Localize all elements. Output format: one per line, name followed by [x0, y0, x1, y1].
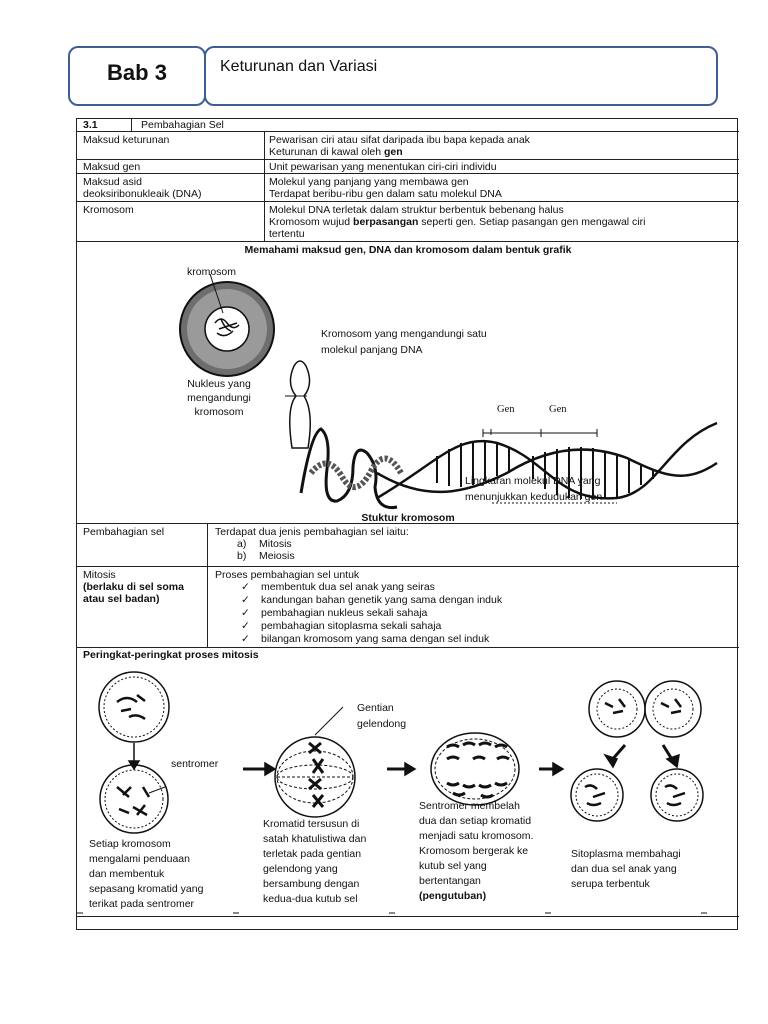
stage2-text: Kromatid tersusun di satah khatulistiwa dan terletak pada gentian gelendong yang bersambung dengan kedua-dua kutub sel — [263, 818, 367, 905]
dna-line1: Molekul yang panjang yang membawa gen — [269, 176, 469, 188]
divider — [207, 523, 208, 647]
figure1-heading: Memahami maksud gen, DNA dan kromosom dalam bentuk grafik — [244, 244, 572, 256]
label-gentian: Gentian gelendong — [357, 702, 407, 730]
label-dna-ring: Lingkaran molekul DNA yang menunjukkan kedudukan gen — [465, 475, 603, 503]
cell-anaphase-icon — [431, 733, 519, 805]
stage4-text: Sitoplasma membahagi dan dua sel anak yang serupa terbentuk — [571, 848, 681, 890]
gen-line1: Unit pewarisan yang menentukan ciri-ciri individu — [269, 161, 497, 173]
label-nukleus: Nukleus yang mengandungi kromosom — [187, 378, 251, 418]
mitosis-intro: Proses pembahagian sel untuk — [215, 569, 360, 581]
divider — [77, 566, 739, 567]
row-label-dna-2: deoksiribonukleaik (DNA) — [83, 188, 202, 200]
cell-metaphase-icon — [275, 707, 355, 817]
mitosis-note-1: (berlaku di sel soma — [83, 581, 184, 593]
row-label-dna-1: Maksud asid — [83, 176, 142, 188]
label-gen-1: Gen — [497, 404, 515, 415]
divider — [77, 173, 739, 174]
chapter-title-box — [204, 46, 718, 106]
cell-interphase-icon — [99, 672, 169, 742]
mitosis-point: ✓ bilangan kromosom yang sama dengan sel induk — [241, 633, 490, 645]
cell-icon — [180, 274, 274, 376]
stages-heading: Peringkat-peringkat proses mitosis — [83, 649, 259, 661]
stage3-text: Sentromer membelah dua dan setiap kromatid menjadi satu kromosom. Kromosom bergerak ke kutub sel yang bertentangan (pengutuban) — [419, 800, 534, 902]
notes-table — [76, 118, 738, 930]
chapter-box — [68, 46, 206, 106]
label-kromosom: kromosom — [187, 266, 237, 278]
keturunan-line2: Keturunan di kawal oleh gen — [269, 146, 403, 158]
pembahagian-item: a) Mitosis — [237, 538, 292, 550]
stage1-text: Setiap kromosom mengalami penduaan dan membentuk sepasang kromatid yang terikat pada sentromer — [89, 838, 204, 910]
chromosome-icon — [285, 361, 310, 448]
keturunan-line1: Pewarisan ciri atau sifat daripada ibu bapa kepada anak — [269, 134, 530, 146]
row-label-gen: Maksud gen — [83, 161, 141, 173]
row-label-mitosis: Mitosis — [83, 569, 116, 581]
divider — [77, 159, 739, 160]
pembahagian-intro: Terdapat dua jenis pembahagian sel iaitu: — [215, 526, 409, 538]
cell-prophase-icon — [100, 765, 168, 833]
divider — [77, 201, 739, 202]
kromosom-line1: Molekul DNA terletak dalam struktur berbentuk bebenang halus — [269, 204, 564, 216]
row-label-pembahagian: Pembahagian sel — [83, 526, 165, 538]
section-number: 3.1 — [83, 119, 98, 131]
cell-telophase-icon — [589, 681, 701, 737]
daughter-cell-icon — [651, 769, 703, 821]
mitosis-point: ✓ membentuk dua sel anak yang seiras — [241, 581, 435, 593]
divider — [77, 241, 739, 242]
kromosom-line3: tertentu — [269, 228, 305, 240]
label-gen-2: Gen — [549, 404, 567, 415]
divider — [264, 131, 265, 241]
figure1-caption: Stuktur kromosom — [361, 512, 455, 524]
mitosis-point: ✓ pembahagian nukleus sekali sahaja — [241, 607, 428, 619]
mitosis-point: ✓ kandungan bahan genetik yang sama dengan induk — [241, 594, 503, 606]
label-dna-chromosome: Kromosom yang mengandungi satu molekul panjang DNA — [321, 328, 487, 356]
chapter-label: Bab 3 — [107, 60, 167, 85]
divider — [77, 131, 739, 132]
section-title: Pembahagian Sel — [141, 119, 224, 131]
dna-helix-icon — [301, 423, 717, 523]
pembahagian-item: b) Meiosis — [237, 550, 295, 562]
mitosis-note-2: atau sel badan) — [83, 593, 160, 605]
daughter-cell-icon — [571, 769, 623, 821]
row-label-keturunan: Maksud keturunan — [83, 134, 170, 146]
dna-line2: Terdapat beribu-ribu gen dalam satu molekul DNA — [269, 188, 502, 200]
label-sentromer: sentromer — [171, 758, 219, 770]
mitosis-point: ✓ pembahagian sitoplasma sekali sahaja — [241, 620, 442, 632]
row-label-kromosom: Kromosom — [83, 204, 134, 216]
chapter-title: Keturunan dan Variasi — [220, 58, 378, 75]
divider — [131, 119, 132, 131]
kromosom-line2: Kromosom wujud berpasangan seperti gen. Setiap pasangan gen mengawal ciri — [269, 216, 646, 228]
